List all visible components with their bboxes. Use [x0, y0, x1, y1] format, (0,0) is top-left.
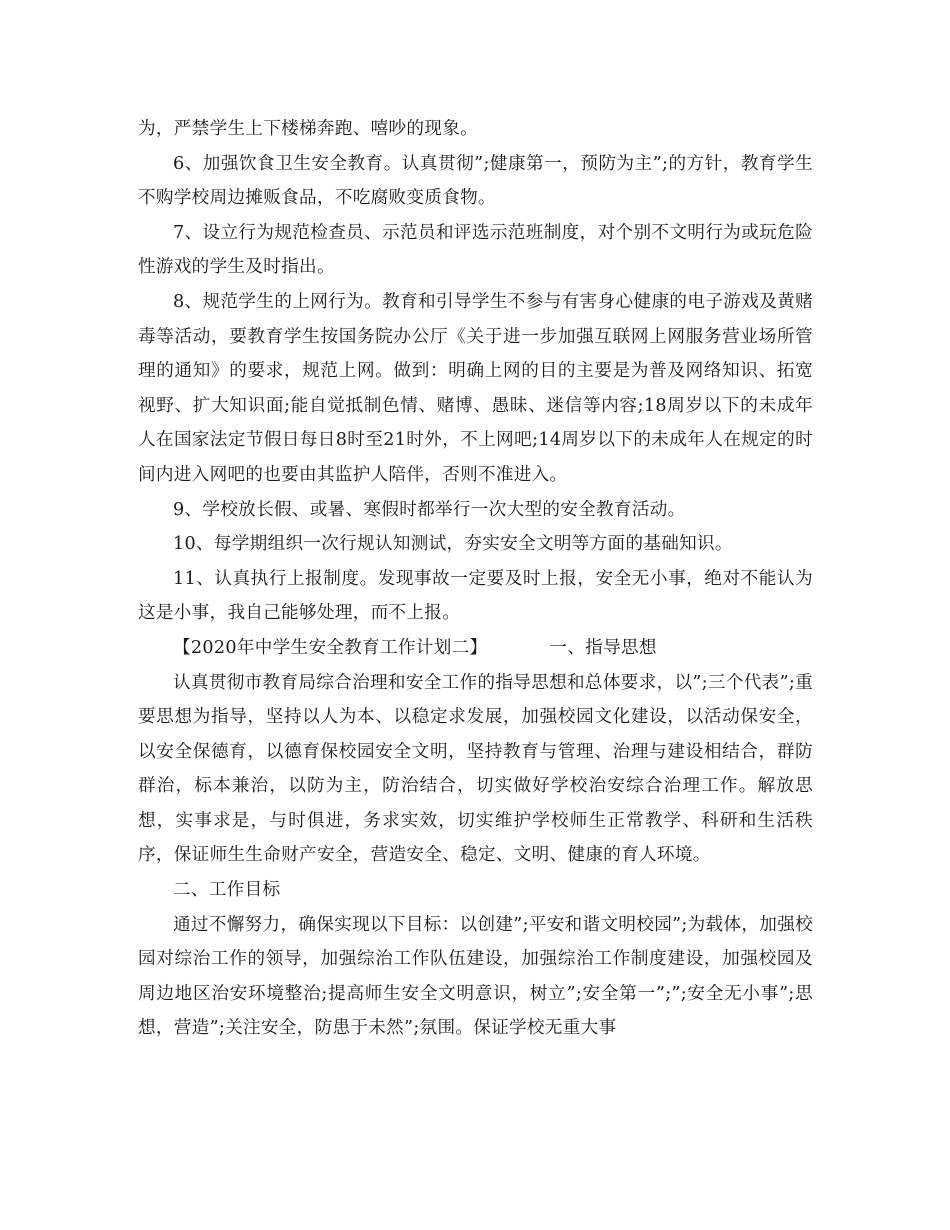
plan2-title-line — [138, 631, 813, 666]
paragraph-item-9: 9、学校放长假、或暑、寒假时都举行一次大型的安全教育活动。 — [173, 499, 686, 520]
section2-heading: 二、工作目标 — [173, 880, 281, 901]
document-page — [138, 112, 813, 1046]
paragraph-guiding-thought: 认真贯彻市教育局综合治理和安全工作的指导思想和总体要求，以”;三个代表”;重要思想为指导，坚持以人为本、以稳定求发展，加强校园文化建设，以活动保安全，以安全保德育，以德育保校园安全文明，坚持教育与管理、治理与建设相结合，群防群治，标本兼治，以防为主，防治结合，切实做好学校治安综合治理工作。解放思想，实事求是，与时俱进，务求实效，切实维护学校师生正常教学、科研和生活秩序，保证师生生命财产安全，营造安全、稳定、文明、健康的育人环境。 — [138, 672, 813, 866]
paragraph-item-7: 7、设立行为规范检查员、示范员和评选示范班制度，对个别不文明行为或玩危险性游戏的学生及时指出。 — [138, 222, 813, 278]
paragraph-item-10: 10、每学期组织一次行规认知测试，夯实安全文明等方面的基础知识。 — [173, 534, 733, 555]
plan2-title: 【2020年中学生安全教育工作计划二】 — [173, 637, 488, 658]
paragraph-item-6: 6、加强饮食卫生安全教育。认真贯彻”;健康第一，预防为主”;的方针，教育学生不购学校周边摊贩食品，不吃腐败变质食物。 — [138, 153, 813, 209]
paragraph-work-goals: 通过不懈努力，确保实现以下目标：以创建”;平安和谐文明校园”;为载体，加强校园对综治工作的领导，加强综治工作队伍建设，加强综治工作制度建设，加强校园及周边地区治安环境整治;提高师生安全文明意识，树立”;安全第一”;”;安全无小事”;思想，营造”;关注安全，防患于未然”;氛围。保证学校无重大事 — [138, 914, 813, 1039]
paragraph-item-8: 8、规范学生的上网行为。教育和引导学生不参与有害身心健康的电子游戏及黄赌毒等活动，要教育学生按国务院办公厅《关于进一步加强互联网上网服务营业场所管理的通知》的要求，规范上网。做到：明确上网的目的主要是为普及网络知识、拓宽视野、扩大知识面;能自觉抵制色情、赌博、愚昧、迷信等内容;18周岁以下的未成年人在国家法定节假日每日8时至21时外，不上网吧;14周岁以下的未成年人在规定的时间内进入网吧的也要由其监护人陪伴，否则不准进入。 — [138, 291, 813, 485]
paragraph-item-11: 11、认真执行上报制度。发现事故一定要及时上报，安全无小事，绝对不能认为这是小事，我自己能够处理，而不上报。 — [138, 568, 813, 624]
section1-heading: 一、指导思想 — [549, 637, 657, 658]
paragraph-continued: 为，严禁学生上下楼梯奔跑、嘻吵的现象。 — [138, 119, 478, 139]
